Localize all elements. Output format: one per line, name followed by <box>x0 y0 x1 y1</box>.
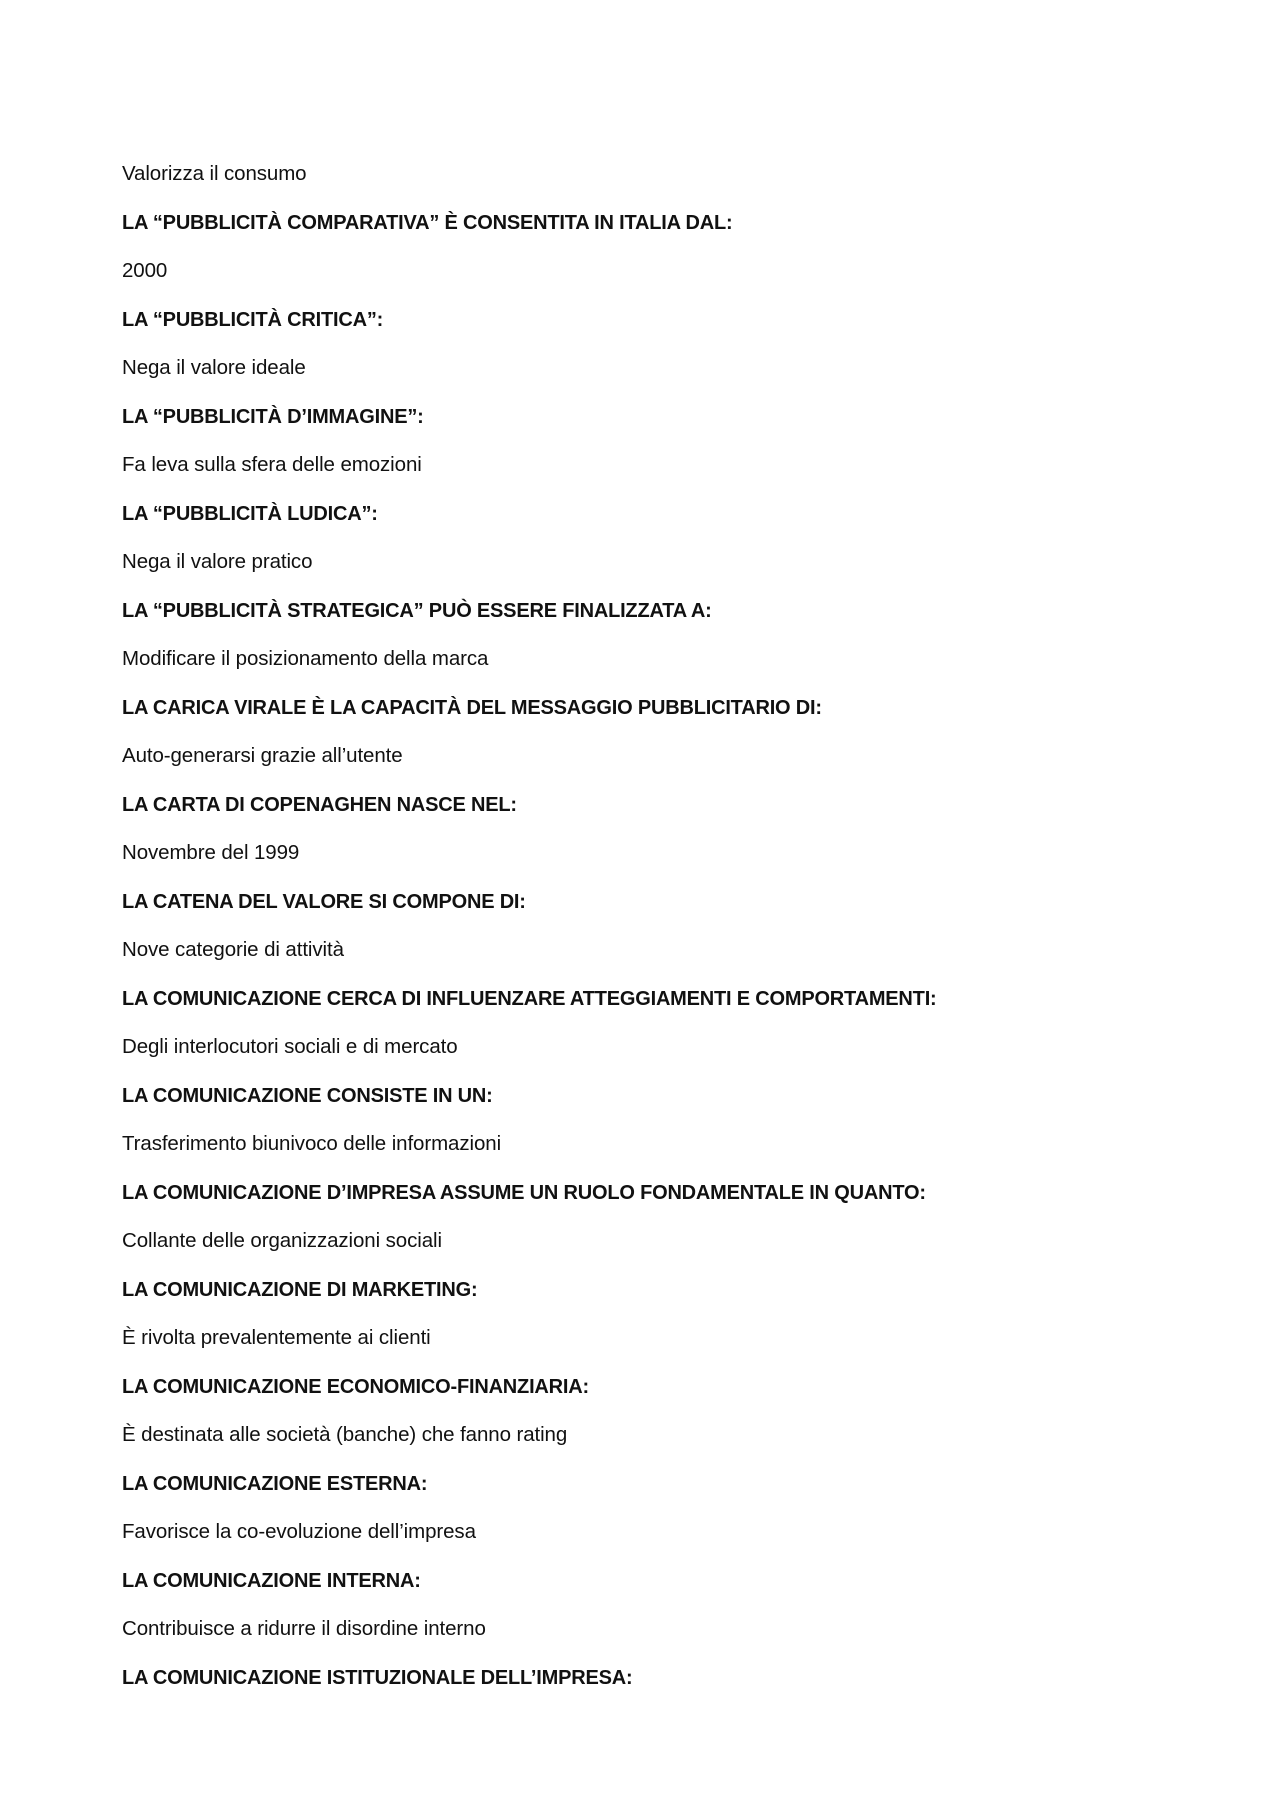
question-heading: LA “PUBBLICITÀ D’IMMAGINE”: <box>122 405 424 428</box>
answer-text: Nove categorie di attività <box>122 938 344 961</box>
question-heading: LA COMUNICAZIONE D’IMPRESA ASSUME UN RUOLO FONDAMENTALE IN QUANTO: <box>122 1181 926 1204</box>
answer-text: Degli interlocutori sociali e di mercato <box>122 1035 458 1058</box>
answer-text: Auto-generarsi grazie all’utente <box>122 744 403 767</box>
answer-text: Nega il valore pratico <box>122 550 313 573</box>
question-heading: LA CATENA DEL VALORE SI COMPONE DI: <box>122 890 526 913</box>
answer-text: Trasferimento biunivoco delle informazioni <box>122 1132 502 1155</box>
question-heading: LA COMUNICAZIONE CERCA DI INFLUENZARE ATTEGGIAMENTI E COMPORTAMENTI: <box>122 987 937 1010</box>
question-heading: LA CARTA DI COPENAGHEN NASCE NEL: <box>122 793 517 816</box>
answer-text: Favorisce la co-evoluzione dell’impresa <box>122 1520 476 1543</box>
question-heading: LA COMUNICAZIONE INTERNA: <box>122 1569 421 1592</box>
question-heading: LA “PUBBLICITÀ COMPARATIVA” È CONSENTITA IN ITALIA DAL: <box>122 211 733 234</box>
answer-text: 2000 <box>122 259 168 282</box>
answer-text: È destinata alle società (banche) che fanno rating <box>122 1423 568 1446</box>
question-heading: LA “PUBBLICITÀ CRITICA”: <box>122 308 384 331</box>
question-heading: LA COMUNICAZIONE DI MARKETING: <box>122 1278 478 1301</box>
document-body <box>122 150 1172 1702</box>
answer-text: Valorizza il consumo <box>122 162 307 185</box>
answer-text: Contribuisce a ridurre il disordine interno <box>122 1617 486 1640</box>
question-heading: LA COMUNICAZIONE ISTITUZIONALE DELL’IMPRESA: <box>122 1666 633 1689</box>
answer-text: Collante delle organizzazioni sociali <box>122 1229 442 1252</box>
answer-text: Modificare il posizionamento della marca <box>122 647 489 670</box>
question-heading: LA COMUNICAZIONE ESTERNA: <box>122 1472 428 1495</box>
question-heading: LA COMUNICAZIONE CONSISTE IN UN: <box>122 1084 493 1107</box>
question-heading: LA CARICA VIRALE È LA CAPACITÀ DEL MESSAGGIO PUBBLICITARIO DI: <box>122 696 822 719</box>
question-heading: LA COMUNICAZIONE ECONOMICO-FINANZIARIA: <box>122 1375 589 1398</box>
answer-text: È rivolta prevalentemente ai clienti <box>122 1326 431 1349</box>
answer-text: Fa leva sulla sfera delle emozioni <box>122 453 422 476</box>
question-heading: LA “PUBBLICITÀ LUDICA”: <box>122 502 378 525</box>
question-heading: LA “PUBBLICITÀ STRATEGICA” PUÒ ESSERE FINALIZZATA A: <box>122 599 712 622</box>
answer-text: Nega il valore ideale <box>122 356 306 379</box>
answer-text: Novembre del 1999 <box>122 841 300 864</box>
